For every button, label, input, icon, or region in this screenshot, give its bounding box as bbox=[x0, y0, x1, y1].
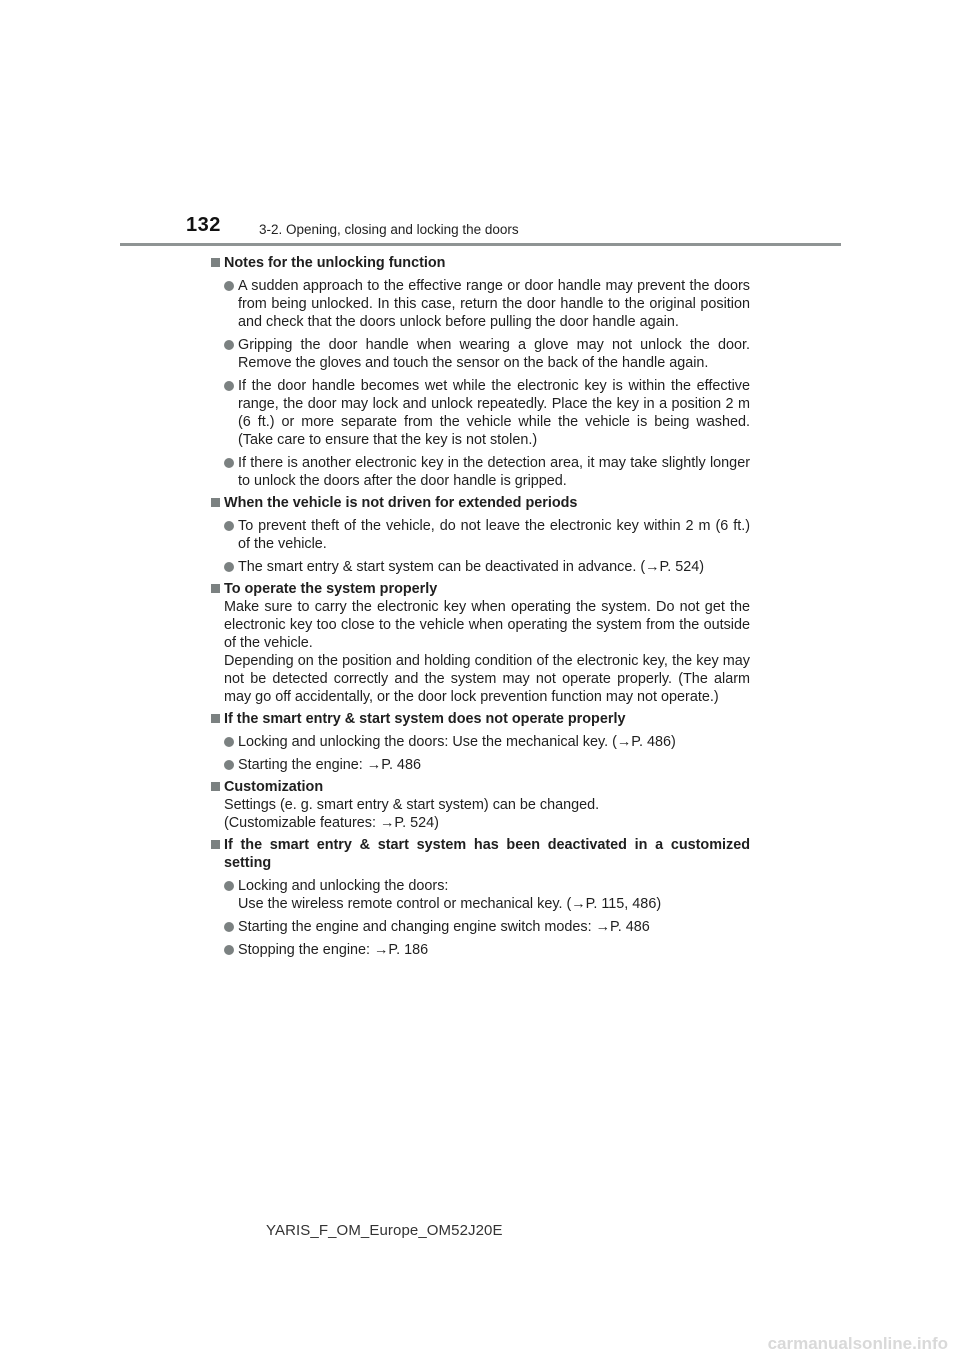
list-item-text: If there is another electronic key in the detection area, it may take slightly longer to unlock the doors after the door handle is gripped. bbox=[238, 455, 750, 489]
chapter-title: 3-2. Opening, closing and locking the doors bbox=[259, 222, 519, 237]
section-heading-text: When the vehicle is not driven for extended periods bbox=[224, 495, 578, 511]
section-heading bbox=[210, 778, 750, 796]
circle-bullet-icon bbox=[224, 737, 234, 747]
circle-bullet-icon bbox=[224, 381, 234, 391]
circle-bullet-icon bbox=[224, 562, 234, 572]
list-item-text: Gripping the door handle when wearing a glove may not unlock the door. Remove the gloves and touch the sensor on the back of the handle again. bbox=[238, 337, 750, 371]
list-item bbox=[210, 277, 750, 331]
watermark: carmanualsonline.info bbox=[767, 1334, 948, 1353]
paragraph-text: Make sure to carry the electronic key when operating the system. Do not get the electronic key too close to the vehicle when operating the system from the outside of the vehicle. bbox=[224, 599, 750, 651]
page-number: 132 bbox=[186, 214, 221, 236]
list-item-text: A sudden approach to the effective range or door handle may prevent the doors from being unlocked. In this case, return the door handle to the original position and check that the doors unlock before pulling the door handle again. bbox=[238, 278, 750, 330]
section-heading bbox=[210, 254, 750, 272]
circle-bullet-icon bbox=[224, 458, 234, 468]
list-item-text: Starting the engine and changing engine switch modes: →P. 486 bbox=[238, 919, 650, 935]
section-heading-text: If the smart entry & start system has been deactivated in a customized setting bbox=[224, 837, 750, 871]
section-paragraph bbox=[210, 796, 750, 832]
section-customization bbox=[210, 778, 750, 832]
circle-bullet-icon bbox=[224, 281, 234, 291]
section-extended-periods bbox=[210, 494, 750, 576]
section-deactivated-setting bbox=[210, 836, 750, 959]
section-operate-properly bbox=[210, 580, 750, 706]
list-item bbox=[210, 454, 750, 490]
section-heading-text: Notes for the unlocking function bbox=[224, 255, 446, 271]
list-item-text: The smart entry & start system can be deactivated in advance. (→P. 524) bbox=[238, 559, 705, 575]
list-item bbox=[210, 941, 750, 959]
square-bullet-icon bbox=[211, 258, 220, 267]
section-heading bbox=[210, 494, 750, 512]
list-item bbox=[210, 377, 750, 449]
list-item bbox=[210, 877, 750, 913]
section-heading-text: To operate the system properly bbox=[224, 581, 438, 597]
page-header bbox=[0, 0, 960, 250]
list-item bbox=[210, 756, 750, 774]
section-heading bbox=[210, 836, 750, 872]
page-content bbox=[210, 254, 750, 963]
circle-bullet-icon bbox=[224, 922, 234, 932]
circle-bullet-icon bbox=[224, 760, 234, 770]
list-item-text: Locking and unlocking the doors: Use the mechanical key. (→P. 486) bbox=[238, 734, 676, 750]
circle-bullet-icon bbox=[224, 881, 234, 891]
square-bullet-icon bbox=[211, 782, 220, 791]
paragraph-text: Settings (e. g. smart entry & start system) can be changed. bbox=[224, 797, 600, 813]
document-code: YARIS_F_OM_Europe_OM52J20E bbox=[266, 1222, 503, 1239]
circle-bullet-icon bbox=[224, 945, 234, 955]
list-item bbox=[210, 336, 750, 372]
section-paragraph bbox=[210, 598, 750, 706]
section-heading-text: If the smart entry & start system does not operate properly bbox=[224, 711, 626, 727]
paragraph-text: (Customizable features: →P. 524) bbox=[224, 815, 439, 831]
circle-bullet-icon bbox=[224, 521, 234, 531]
circle-bullet-icon bbox=[224, 340, 234, 350]
square-bullet-icon bbox=[211, 498, 220, 507]
list-item bbox=[210, 918, 750, 936]
square-bullet-icon bbox=[211, 584, 220, 593]
list-item-text: Stopping the engine: →P. 186 bbox=[238, 942, 429, 958]
square-bullet-icon bbox=[211, 714, 220, 723]
list-item bbox=[210, 558, 750, 576]
section-heading bbox=[210, 580, 750, 598]
header-divider bbox=[120, 243, 841, 246]
square-bullet-icon bbox=[211, 840, 220, 849]
list-item-text: If the door handle becomes wet while the electronic key is within the effective range, the door may lock and unlock repeatedly. Place the key in a position 2 m (6 ft.) or more separate from the vehicle while the vehicle is being washed. (Take care to ensure that the key is not stolen.) bbox=[238, 378, 750, 448]
section-heading-text: Customization bbox=[224, 779, 324, 795]
list-item bbox=[210, 733, 750, 751]
paragraph-text: Depending on the position and holding condition of the electronic key, the key may not be detected correctly and the system may not operate properly. (The alarm may go off accidentally, or the door lock prevention function may not operate.) bbox=[224, 653, 750, 705]
list-item-text: To prevent theft of the vehicle, do not leave the electronic key within 2 m (6 ft.) of the vehicle. bbox=[238, 518, 750, 552]
list-item-text: Locking and unlocking the doors: Use the wireless remote control or mechanical key. (→P. 115, 486) bbox=[238, 878, 662, 912]
list-item bbox=[210, 517, 750, 553]
list-item-text: Starting the engine: →P. 486 bbox=[238, 757, 421, 773]
section-unlocking-notes bbox=[210, 254, 750, 490]
section-not-operate bbox=[210, 710, 750, 774]
section-heading bbox=[210, 710, 750, 728]
